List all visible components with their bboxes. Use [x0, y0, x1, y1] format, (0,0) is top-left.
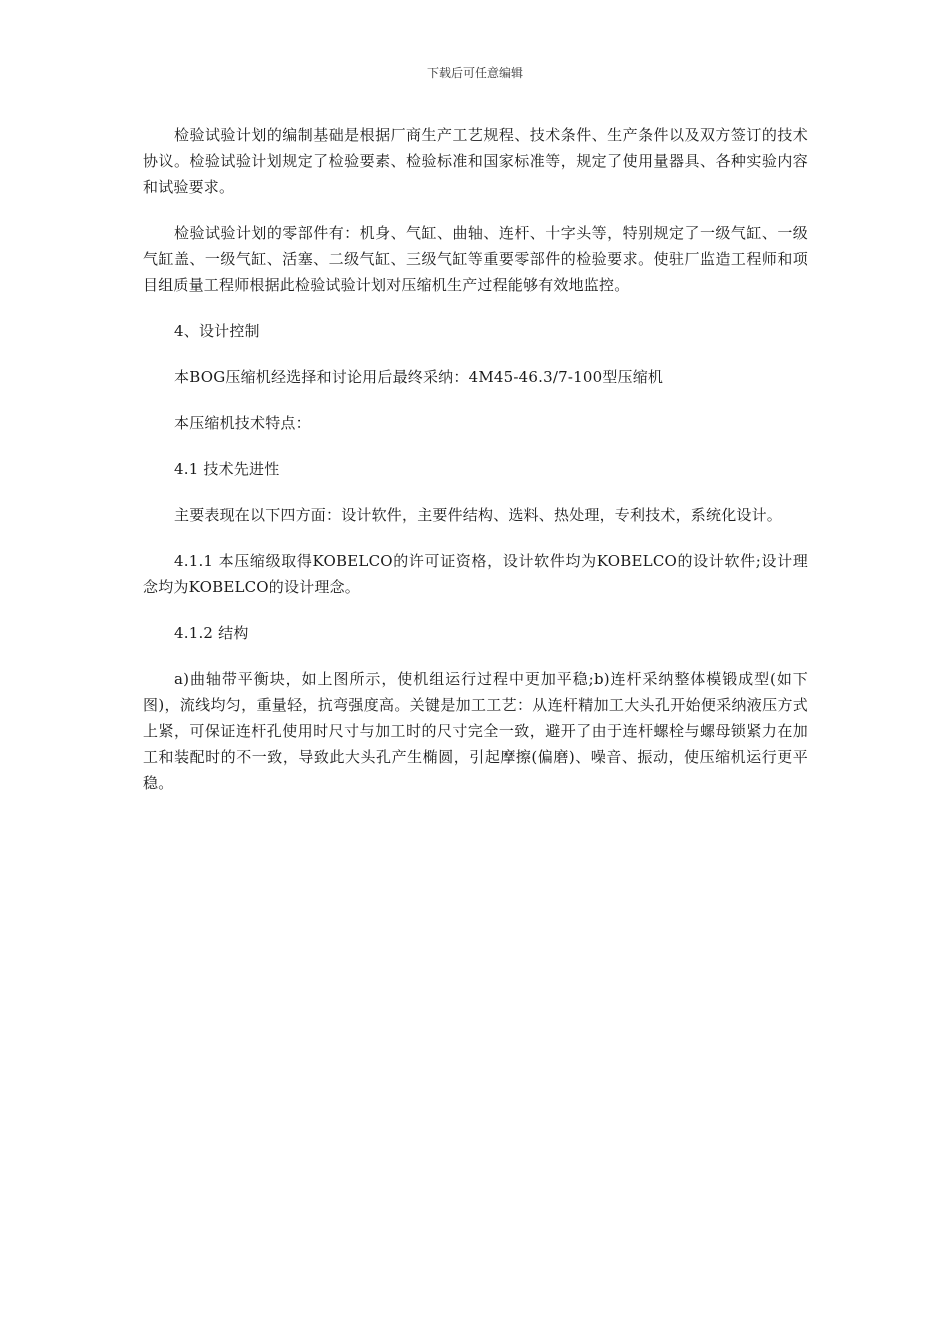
section-heading-design-control: 4、设计控制 [174, 322, 260, 340]
section-heading-technical-advancement: 4.1 技术先进性 [174, 460, 280, 478]
paragraph-kobelco-license: 4.1.1 本压缩级取得KOBELCO的许可证资格，设计软件均为KOBELCO的设计软件;设计理念均为KOBELCO的设计理念。 [143, 552, 808, 596]
paragraph-compressor-model: 本BOG压缩机经选择和讨论用后最终采纳：4M45-46.3/7-100型压缩机 [174, 368, 664, 386]
document-body [143, 122, 808, 816]
paragraph-technical-features: 本压缩机技术特点： [174, 414, 311, 432]
page-header: 下载后可任意编辑 [426, 66, 523, 80]
section-heading-structure: 4.1.2 结构 [174, 624, 249, 642]
paragraph-inspection-parts: 检验试验计划的零部件有：机身、气缸、曲轴、连杆、十字头等，特别规定了一级气缸、一级气缸盖、一级气缸、活塞、二级气缸、三级气缸等重要零部件的检验要求。使驻厂监造工程师和项目组质量工程师根据此检验试验计划对压缩机生产过程能够有效地监控。 [143, 224, 808, 294]
paragraph-four-aspects: 主要表现在以下四方面：设计软件，主要件结构、选料、热处理，专利技术，系统化设计。 [174, 506, 783, 524]
paragraph-inspection-plan-basis: 检验试验计划的编制基础是根据厂商生产工艺规程、技术条件、生产条件以及双方签订的技术协议。检验试验计划规定了检验要素、检验标准和国家标准等，规定了使用量器具、各种实验内容和试验要求。 [143, 126, 808, 196]
paragraph-crankshaft-connecting-rod: a)曲轴带平衡块，如上图所示，使机组运行过程中更加平稳;b)连杆采纳整体模锻成型(如下图)，流线均匀，重量轻，抗弯强度高。关键是加工工艺：从连杆精加工大头孔开始便采纳液压方式上紧，可保证连杆孔使用时尺寸与加工时的尺寸完全一致，避开了由于连杆螺栓与螺母锁紧力在加工和装配时的不一致，导致此大头孔产生椭圆，引起摩擦(偏磨)、噪音、振动，使压缩机运行更平稳。 [143, 670, 808, 792]
